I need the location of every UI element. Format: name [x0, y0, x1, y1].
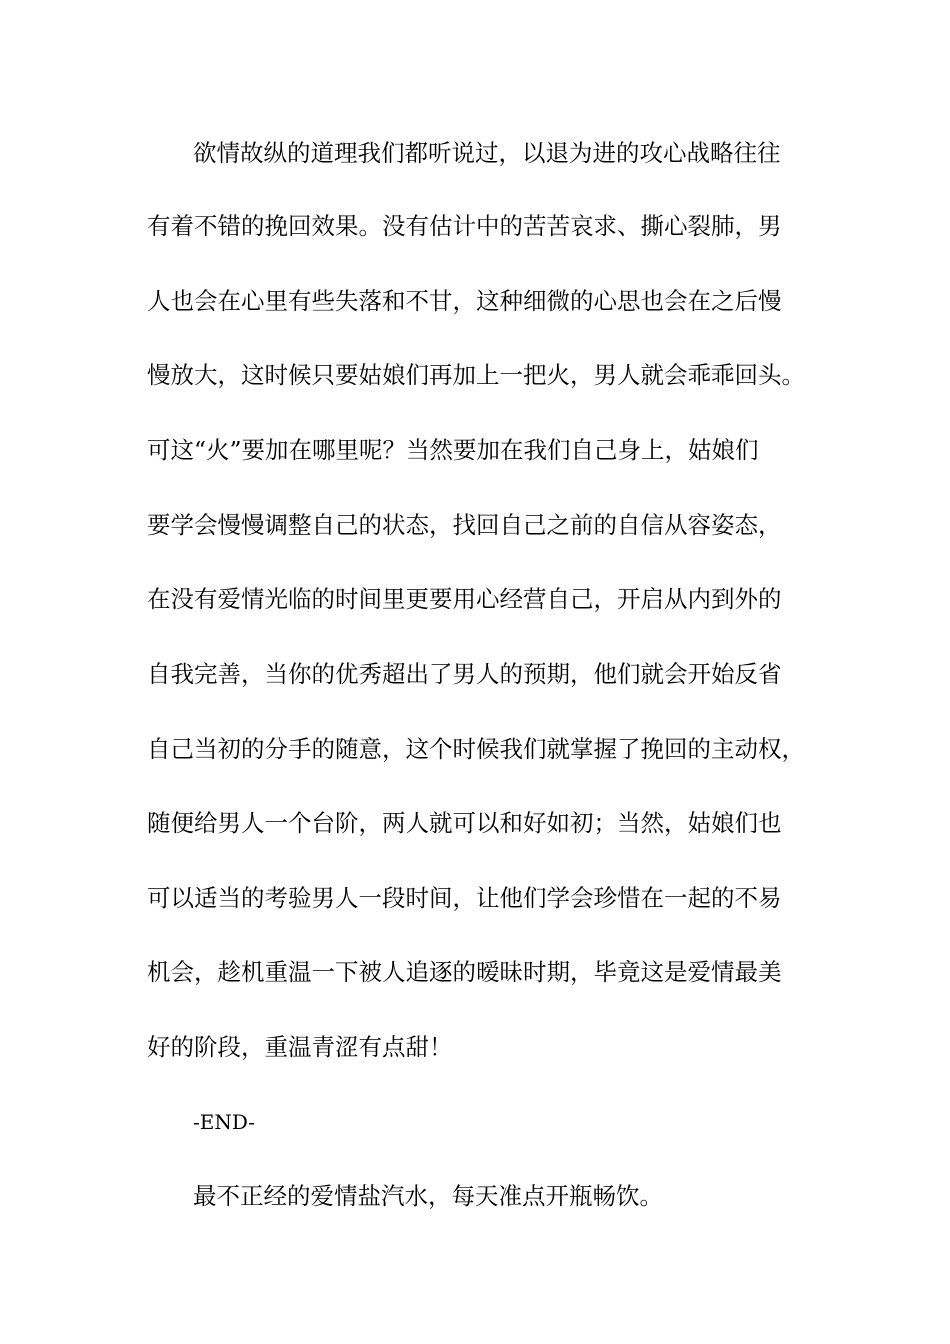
paragraph-line-2: 有着不错的挽回效果。没有估计中的苦苦哀求、撕心裂肺，男	[147, 212, 782, 240]
paragraph-line-4: 慢放大，这时候只要姑娘们再加上一把火，男人就会乖乖回头。	[147, 361, 805, 389]
paragraph-line-9: 自己当初的分手的随意，这个时候我们就掌握了挽回的主动权，	[147, 735, 805, 763]
paragraph-line-1: 欲情故纵的道理我们都听说过，以退为进的攻心战略往往	[193, 139, 781, 167]
paragraph-line-10: 随便给男人一个台阶，两人就可以和好如初；当然，姑娘们也	[147, 809, 782, 837]
end-mark: -END-	[193, 1110, 256, 1134]
paragraph-line-3: 人也会在心里有些失落和不甘，这种细微的心思也会在之后慢	[147, 287, 782, 315]
paragraph-line-5: 可这“火”要加在哪里呢？当然要加在我们自己身上，姑娘们	[147, 436, 759, 464]
paragraph-line-8: 自我完善，当你的优秀超出了男人的预期，他们就会开始反省	[147, 660, 782, 688]
paragraph-line-11: 可以适当的考验男人一段时间，让他们学会珍惜在一起的不易	[147, 884, 782, 912]
paragraph-line-6: 要学会慢慢调整自己的状态，找回自己之前的自信从容姿态，	[147, 511, 782, 539]
paragraph-line-12: 机会，趁机重温一下被人追逐的暧昧时期，毕竟这是爱情最美	[147, 958, 782, 986]
paragraph-line-7: 在没有爱情光临的时间里更要用心经营自己，开启从内到外的	[147, 585, 782, 613]
footer-slogan: 最不正经的爱情盐汽水，每天准点开瓶畅饮。	[193, 1182, 663, 1210]
paragraph-line-13: 好的阶段，重温青涩有点甜！	[147, 1033, 453, 1061]
